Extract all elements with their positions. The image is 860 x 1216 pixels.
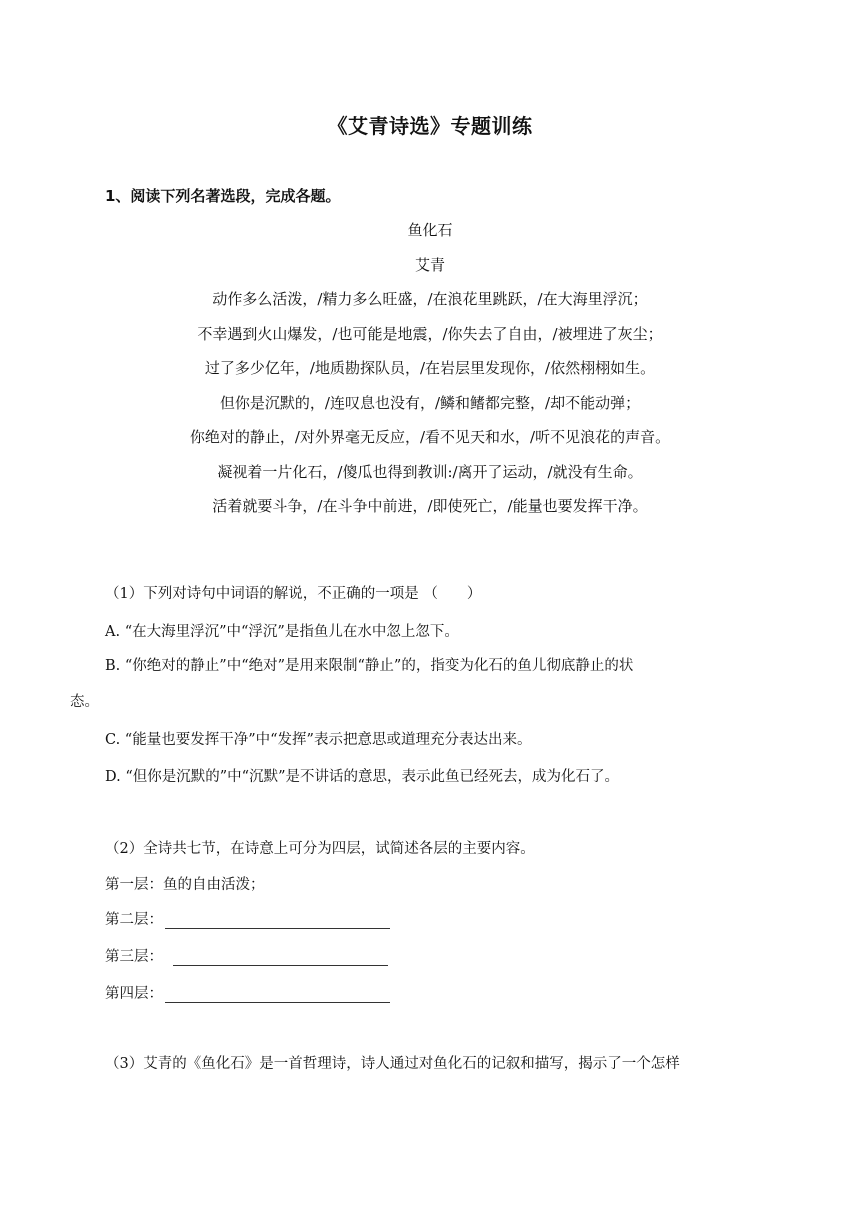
poem-block	[0, 218, 860, 529]
option-b: B. “你绝对的静止”中“绝对”是用来限制“静止”的，指变为化石的鱼儿彻底静止的状	[105, 658, 634, 674]
poem-line: 但你是沉默的，/连叹息也没有，/鳞和鳍都完整，/却不能动弹；	[219, 393, 641, 412]
subquestion-2-prompt: （2）全诗共七节，在诗意上可分为四层，试简述各层的主要内容。	[105, 841, 535, 857]
poem-author: 艾青	[414, 255, 445, 274]
layer-3-label: 第三层：	[105, 949, 163, 965]
layer-1-answer: 第一层：鱼的自由活泼；	[105, 877, 265, 893]
poem-line: 你绝对的静止，/对外界毫无反应，/看不见天和水，/听不见浪花的声音。	[189, 428, 671, 446]
poem-line: 过了多少亿年，/地质勘探队员，/在岩层里发现你，/依然栩栩如生。	[204, 359, 656, 377]
poem-line: 凝视着一片化石，/傻瓜也得到教训:/离开了运动，/就没有生命。	[217, 462, 643, 481]
subquestion-3-prompt: （3）艾青的《鱼化石》是一首哲理诗，诗人通过对鱼化石的记叙和描写，揭示了一个怎样	[105, 1056, 680, 1072]
option-a: A. “在大海里浮沉”中“浮沉”是指鱼儿在水中忽上忽下。	[105, 624, 459, 640]
layer-4-row	[105, 982, 390, 1003]
option-b-continued: 态。	[70, 694, 99, 710]
option-c: C. “能量也要发挥干净”中“发挥”表示把意思或道理充分表达出来。	[105, 732, 532, 748]
poem-line: 活着就要斗争，/在斗争中前进，/即使死亡，/能量也要发挥干净。	[212, 497, 648, 515]
subquestion-1-prompt: （1）下列对诗句中词语的解说，不正确的一项是 （ ）	[105, 586, 482, 602]
poem-line: 动作多么活泼，/精力多么旺盛，/在浪花里跳跃，/在大海里浮沉；	[212, 290, 648, 308]
layer-3-row	[105, 945, 388, 966]
question-heading: 1、阅读下列名著选段，完成各题。	[105, 187, 341, 205]
layer-4-answer-blank[interactable]	[165, 986, 390, 1003]
layer-2-row	[105, 908, 390, 929]
layer-3-answer-blank[interactable]	[173, 949, 388, 966]
layer-4-label: 第四层：	[105, 986, 163, 1002]
layer-2-answer-blank[interactable]	[165, 912, 390, 929]
poem-line: 不幸遇到火山爆发，/也可能是地震，/你失去了自由，/被埋进了灰尘；	[197, 324, 663, 343]
option-d: D. “但你是沉默的”中“沉默”是不讲话的意思，表示此鱼已经死去，成为化石了。	[105, 769, 619, 785]
poem-title: 鱼化石	[407, 221, 453, 239]
document-title: 《艾青诗选》专题训练	[327, 114, 533, 138]
layer-2-label: 第二层：	[105, 912, 163, 928]
